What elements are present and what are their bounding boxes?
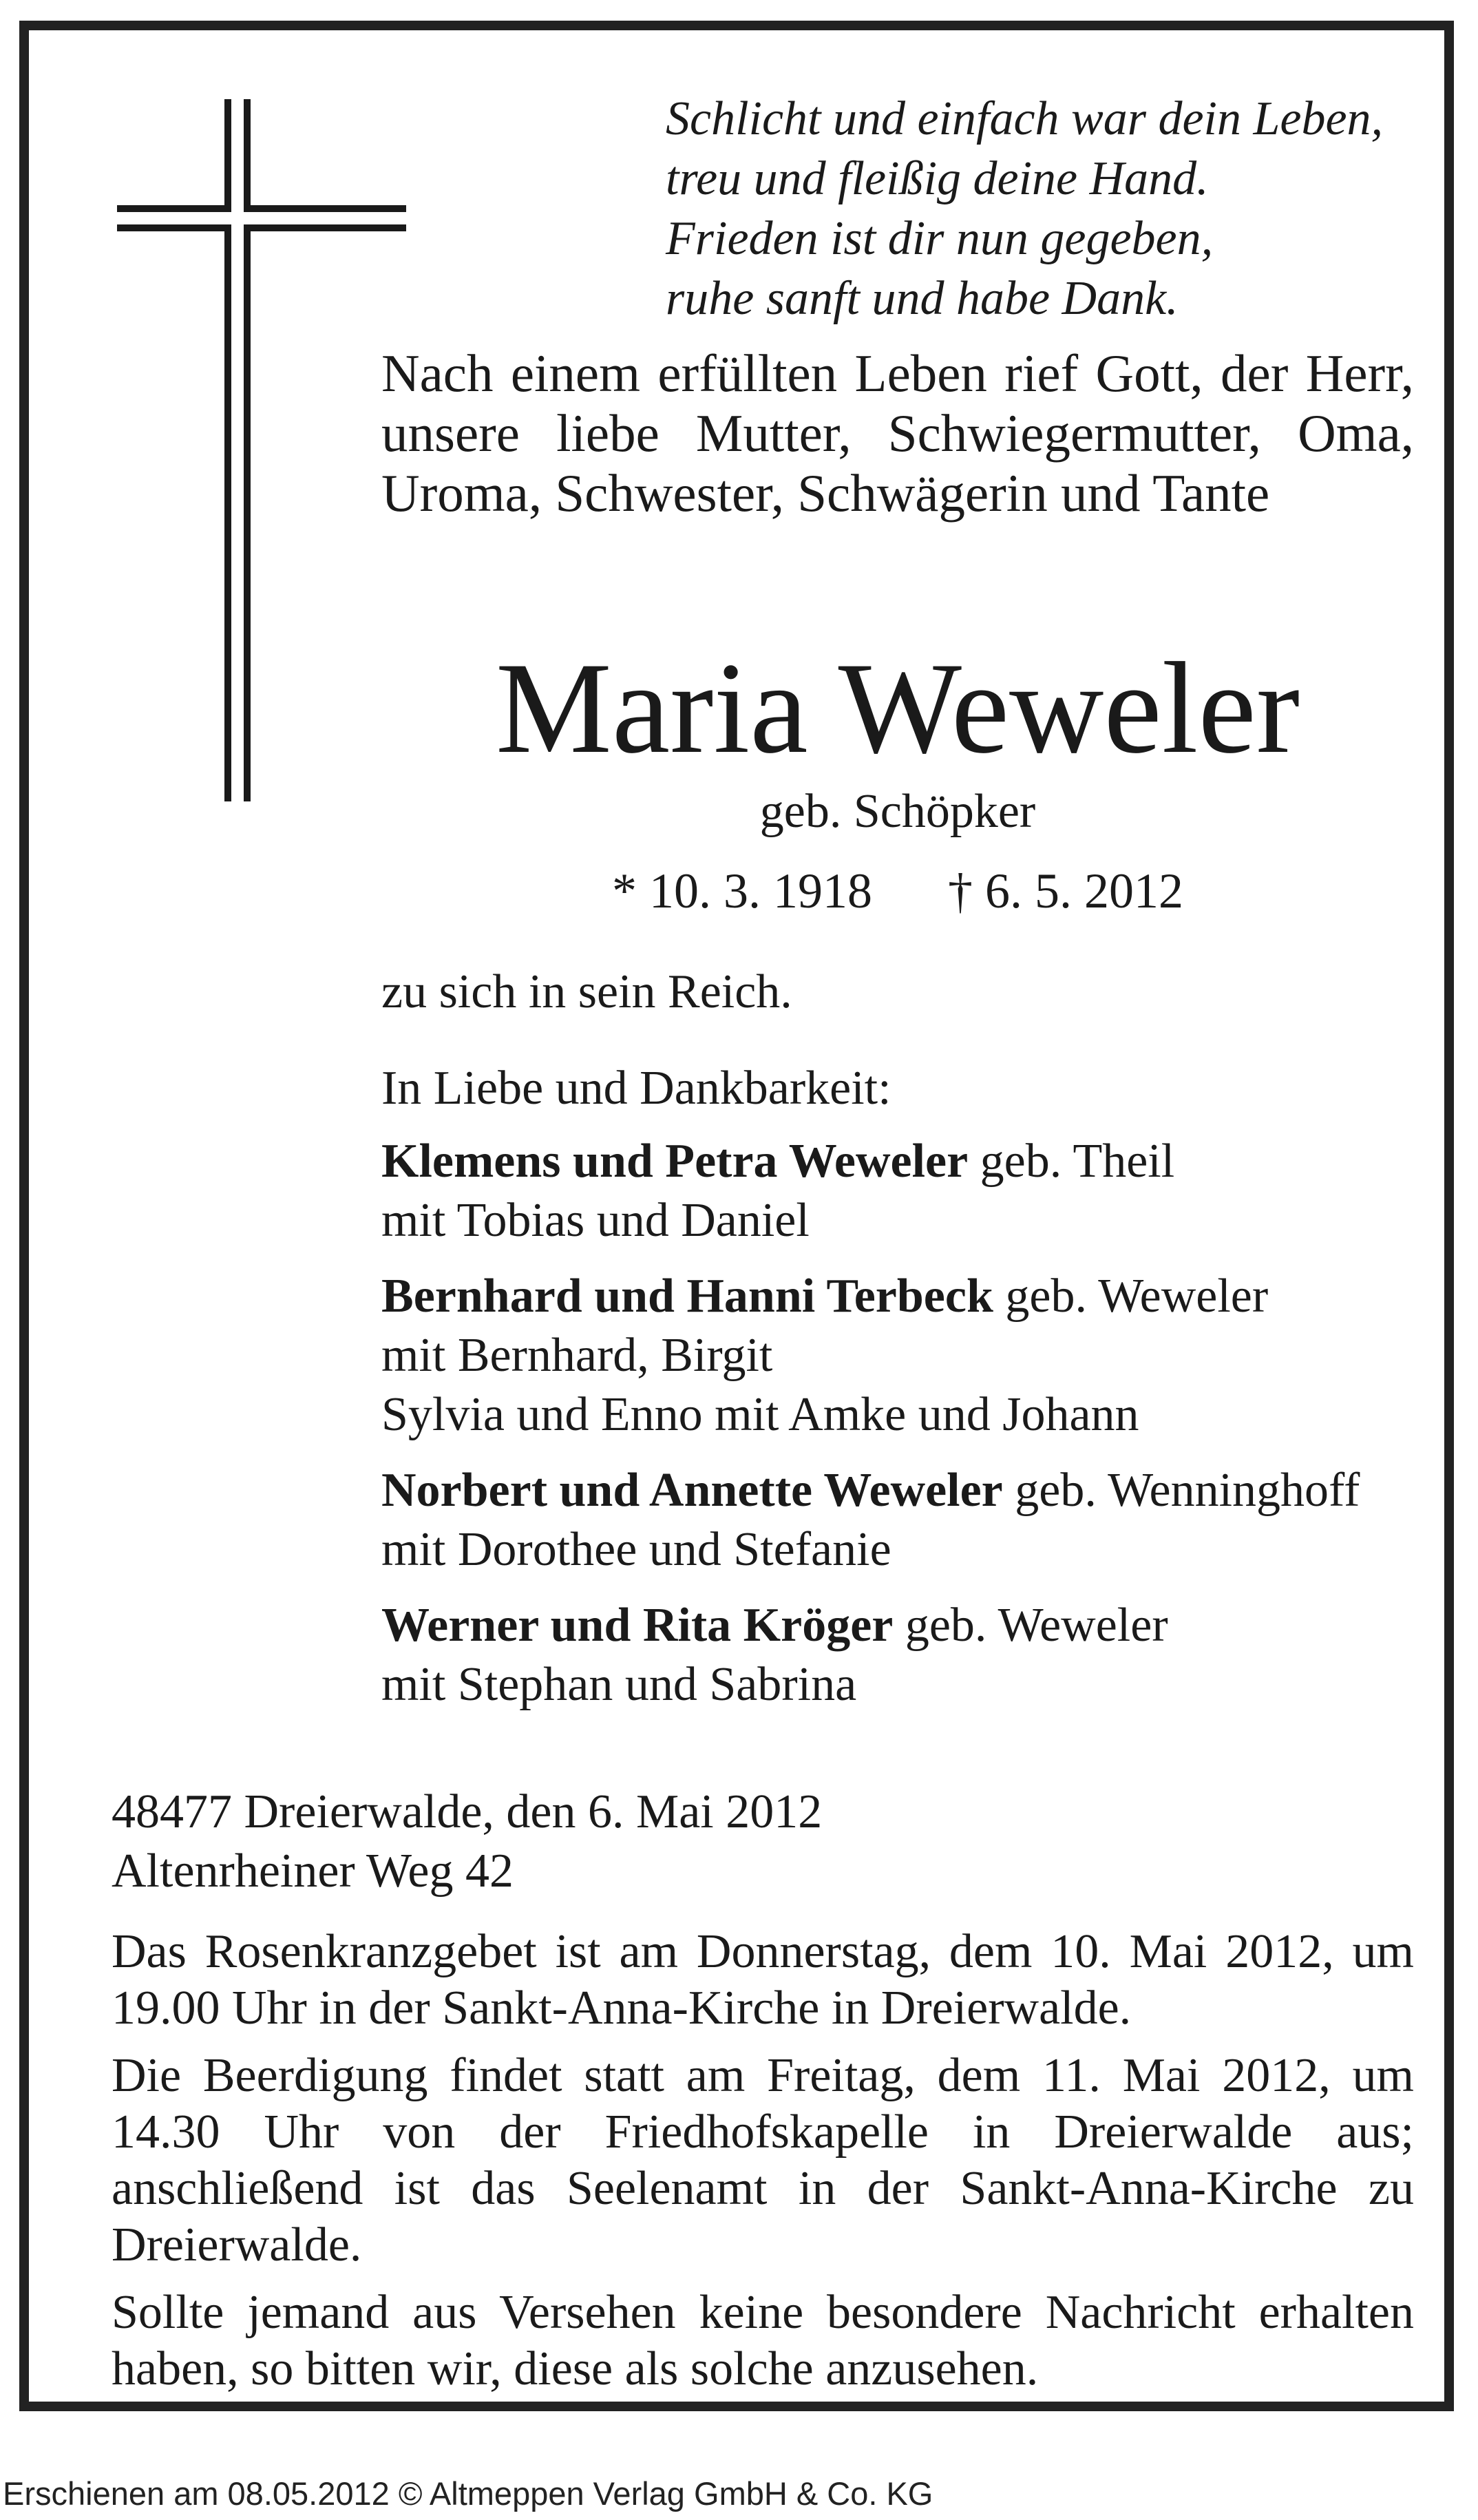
family-line: mit Dorothee und Stefanie (381, 1523, 891, 1576)
mourners-list (381, 1132, 1414, 1731)
family-suffix: geb. Weweler (1005, 1270, 1269, 1323)
family-header (381, 1596, 1414, 1655)
intro-text: Nach einem erfüllten Leben rief Gott, der Herr, unsere liebe Mutter, Schwiegermutter, Oma, Uroma, Schwester, Schwägerin und Tante (381, 344, 1414, 523)
poem-line: Frieden ist dir nun gegeben, (666, 212, 1214, 265)
maiden-name: geb. Schöpker (759, 785, 1036, 838)
family-line: mit Tobias und Daniel (381, 1194, 810, 1247)
birth-date: * 10. 3. 1918 (612, 863, 872, 918)
service-info (112, 1924, 1414, 2408)
family-line: mit Bernhard, Birgit (381, 1329, 773, 1382)
family-suffix: geb. Wenninghoff (1015, 1464, 1360, 1517)
life-dates (381, 860, 1414, 922)
rosary-info: Das Rosenkranzgebet ist am Donnerstag, dem 10. Mai 2012, um 19.00 Uhr in der Sankt-Anna-Kirche in Dreierwalde. (112, 1925, 1414, 2035)
family-names: Bernhard und Hanni Terbeck (381, 1270, 993, 1323)
family-entry (381, 1461, 1414, 1579)
family-line: Sylvia und Enno mit Amke und Johann (381, 1388, 1139, 1441)
family-names: Klemens und Petra Weweler (381, 1135, 969, 1188)
publication-footer: Erschienen am 08.05.2012 © Altmeppen Verlag GmbH & Co. KG (3, 2475, 933, 2512)
poem (666, 89, 1423, 328)
family-entry (381, 1596, 1414, 1714)
cross-icon (29, 30, 442, 857)
address-line: Altenrheiner Weg 42 (112, 1845, 514, 1898)
obituary-frame (19, 21, 1454, 2411)
family-entry (381, 1132, 1414, 1250)
deceased-name: Maria Weweler (495, 636, 1300, 781)
poem-line: Schlicht und einfach war dein Leben, (666, 92, 1384, 145)
family-suffix: geb. Weweler (905, 1599, 1168, 1652)
mourners-heading: In Liebe und Dankbarkeit: (381, 1062, 891, 1115)
family-names: Norbert und Annette Weweler (381, 1464, 1003, 1517)
family-names: Werner und Rita Kröger (381, 1599, 894, 1652)
funeral-info: Die Beerdigung findet statt am Freitag, dem 11. Mai 2012, um 14.30 Uhr von der Friedhofskapelle in Dreierwalde aus; anschließend ist das Seelenamt in der Sankt-Anna-Kirche zu Dreierwalde. (112, 2049, 1414, 2271)
family-header (381, 1267, 1414, 1326)
closing-text: zu sich in sein Reich. (381, 965, 792, 1018)
location-block (112, 1783, 822, 1901)
location-date-line: 48477 Dreierwalde, den 6. Mai 2012 (112, 1785, 823, 1838)
family-suffix: geb. Theil (980, 1135, 1175, 1188)
death-date: † 6. 5. 2012 (948, 863, 1183, 918)
notice-info: Sollte jemand aus Versehen keine besondere Nachricht erhalten haben, so bitten wir, diese als solche anzusehen. (112, 2286, 1414, 2395)
family-entry (381, 1267, 1414, 1445)
family-header (381, 1132, 1414, 1191)
poem-line: ruhe sanft und habe Dank. (666, 272, 1179, 325)
family-line: mit Stephan und Sabrina (381, 1658, 857, 1711)
poem-line: treu und fleißig deine Hand. (666, 152, 1209, 205)
family-header (381, 1461, 1414, 1520)
